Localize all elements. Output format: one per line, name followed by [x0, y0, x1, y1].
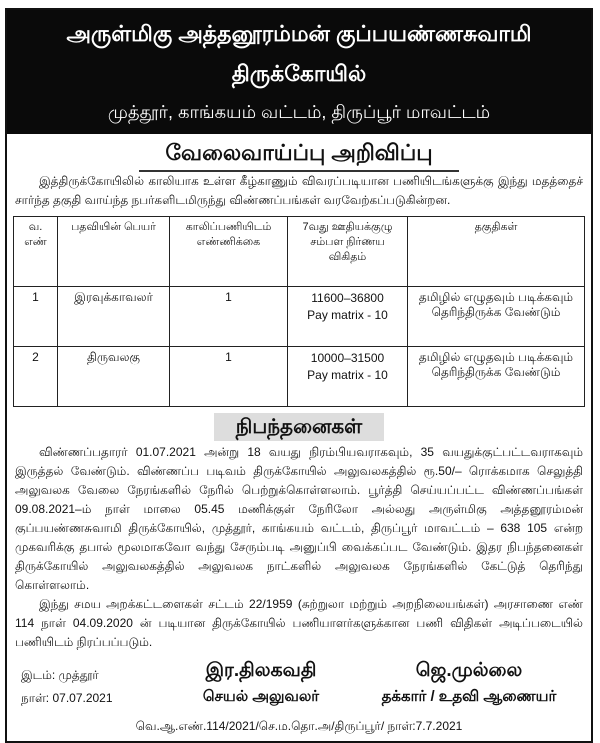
signature-block: [7, 652, 591, 707]
post: திருவலகு: [58, 347, 170, 407]
temple-name: அருள்மிகு அத்தனூரம்மன் குப்பயண்ணசுவாமி திருக்கோயில்: [66, 21, 532, 86]
col-pay-scale: 7வது ஊதியக்குழு சம்பள நிர்ணய விகிதம்: [288, 217, 408, 287]
col-qualification: தகுதிகள்: [408, 217, 585, 287]
conditions-paragraph: விண்ணப்பதாரர் 01.07.2021 அன்று 18 வயது நிரம்பியவராகவும், 35 வயதுக்குட்பட்டவராகவும் இருத்தல் வேண்டும். விண்ணப்ப படிவம் திருக்கோயில் அலுவலகத்தில் ரூ.50/– ரொக்கமாக செலுத்தி அலுவலக வேலை நேரங்களில் நேரில் பெற்றுக்கொள்ளலாம். பூர்த்தி செய்யப்பட்ட விண்ணப்பங்கள் 09.08.2021–ம் நாள் மாலை 05.45 மணிக்குள் நேரிலோ அல்லது அருள்மிகு அத்தனூரம்மன் குப்பயண்ணசுவாமி திருக்கோயில், முத்தூர், காங்கயம் வட்டம், திருப்பூர் மாவட்டம் – 638 105 என்ற முகவரிக்கு தபால் மூலமாகவோ வந்து சேரும்படி அனுப்பி வைக்கப்பட வேண்டும். இதர நிபந்தனைகள் திருக்கோயில் அலுவலகத்தில் அலுவலக நாட்களில் அலுவலக நேரங்களில் கேட்டுத் தெரிந்து கொள்ளலாம்.: [15, 445, 583, 592]
conditions-heading: நிபந்தனைகள்: [214, 413, 384, 441]
signatory-1-title: செயல் அலுவலர்: [202, 688, 320, 705]
job-notice: [5, 8, 593, 743]
table-row: [14, 287, 585, 347]
scale: 10000–31500: [310, 351, 385, 365]
scale: 11600–36800: [311, 291, 384, 305]
serial: 2: [14, 347, 58, 407]
col-post: பதவியின் பெயர்: [58, 217, 170, 287]
reference-number: வெ.ஆ.எண்.114/2021/செ.ம.தொ.அ/திருப்பூர்/ நாள்:7.7.2021: [135, 719, 463, 733]
place: இடம்: முத்தூர்: [21, 668, 99, 682]
vacancies: 1: [170, 287, 288, 347]
temple-banner: [7, 10, 591, 134]
pay-matrix: Pay matrix - 10: [307, 308, 388, 322]
post: இரவுக்காவலர்: [58, 287, 170, 347]
serial: 1: [14, 287, 58, 347]
signatory-1-name: இர.திலகவதி: [205, 660, 317, 681]
qualification: தமிழில் எழுதவும் படிக்கவும் தெரிந்திருக்க வேண்டும்: [408, 287, 585, 347]
temple-location: முத்தூர், காங்கயம் வட்டம், திருப்பூர் மாவட்டம்: [107, 102, 491, 122]
vacancy-table: [13, 216, 585, 407]
signatory-2-title: தக்கார் / உதவி ஆணையர்: [381, 688, 557, 705]
table-header-row: [14, 217, 585, 287]
signatory-2-name: ஜெ.முல்லை: [415, 660, 523, 681]
intro-paragraph: இத்திருக்கோயிலில் காலியாக உள்ள கீழ்காணும் விவரப்படியான பணியிடங்களுக்கு இந்து மதத்தைச் சார்ந்த தகுதி வாய்ந்த நபர்களிடமிருந்து விண்ணப்பங்கள் வரவேற்கப்படுகின்றன.: [15, 174, 583, 207]
qualification: தமிழில் எழுதவும் படிக்கவும் தெரிந்திருக்க வேண்டும்: [408, 347, 585, 407]
pay-scale: [288, 347, 408, 407]
vacancies: 1: [170, 347, 288, 407]
notice-heading: வேலைவாய்ப்பு அறிவிப்பு: [165, 140, 433, 165]
date: நாள்: 07.07.2021: [21, 691, 113, 705]
col-serial: வ. எண்: [14, 217, 58, 287]
conditions-paragraph: இந்து சமய அறக்கட்டளைகள் சட்டம் 22/1959 (சுற்றுலா மற்றும் அறநிலையங்கள்) அரசாணை எண் 114 நாள் 04.09.2020 ன் படியான திருக்கோயில் பணியாளர்களுக்கான பணி விதிகள் அடிப்படையில் பணியிடம் நிரப்பப்படும்.: [15, 597, 583, 649]
pay-matrix: Pay matrix - 10: [307, 368, 388, 382]
col-vacancies: காலிப்பணியிடம் எண்ணிக்கை: [170, 217, 288, 287]
table-row: [14, 347, 585, 407]
pay-scale: [288, 287, 408, 347]
